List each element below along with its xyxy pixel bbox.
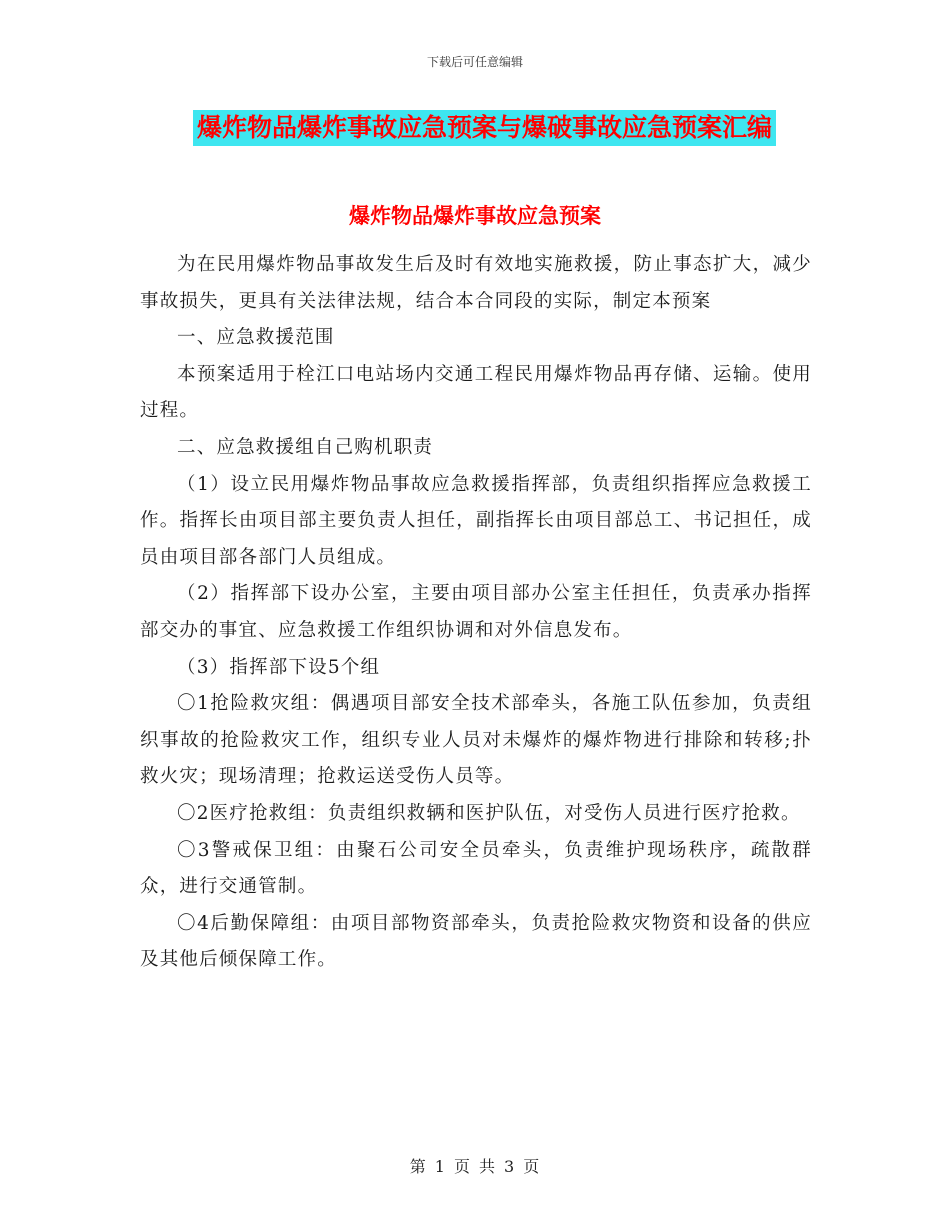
paragraph-group-1: 〇1抢险救灾组：偶遇项目部安全技术部牵头，各施工队伍参加，负责组织事故的抢险救灾工作，组织专业人员对未爆炸的爆炸物进行排除和转移;扑救火灾；现场清理；抢救运送受伤人员等。 [140,693,812,788]
main-title: 爆炸物品爆炸事故应急预案与爆破事故应急预案汇编 [193,110,776,146]
heading-scope: 一、应急救援范围 [177,327,335,349]
page-current: 1 [434,1157,446,1176]
heading-organization: 二、应急救援组自己购机职责 [177,436,434,458]
page-footer [0,1154,950,1177]
page-label-suffix: 页 [523,1157,541,1176]
paragraph-group-3: 〇3警戒保卫组：由聚石公司安全员牵头，负责维护现场秩序，疏散群众，进行交通管制。 [140,839,812,898]
document-body [140,247,812,979]
page-label-prefix: 第 [409,1157,427,1176]
paragraph-intro: 为在民用爆炸物品事故发生后及时有效地实施救援，防止事态扩大，减少事故损失，更具有关法律法规，结合本合同段的实际，制定本预案 [140,254,812,312]
paragraph-item-1: （1）设立民用爆炸物品事故应急救援指挥部，负责组织指挥应急救援工作。指挥长由项目部主要负责人担任，副指挥长由项目部总工、书记担任，成员由项目部各部门人员组成。 [140,473,812,568]
paragraph-scope: 本预案适用于栓江口电站场内交通工程民用爆炸物品再存储、运输。使用过程。 [140,363,812,422]
section-title: 爆炸物品爆炸事故应急预案 [349,204,601,228]
page-total: 3 [504,1157,516,1176]
paragraph-group-2: 〇2医疗抢救组：负责组织救辆和医护队伍，对受伤人员进行医疗抢救。 [177,802,801,824]
header-note: 下载后可任意编辑 [426,55,523,69]
page-label-mid: 页 [453,1157,471,1176]
paragraph-item-3: （3）指挥部下设5个组 [177,656,381,678]
paragraph-group-4: 〇4后勤保障组：由项目部物资部牵头，负责抢险救灾物资和设备的供应及其他后倾保障工作。 [140,912,812,971]
paragraph-item-2: （2）指挥部下设办公室，主要由项目部办公室主任担任，负责承办指挥部交办的事宜、应急救援工作组织协调和对外信息发布。 [140,583,812,641]
page-label-total-prefix: 共 [479,1157,497,1176]
